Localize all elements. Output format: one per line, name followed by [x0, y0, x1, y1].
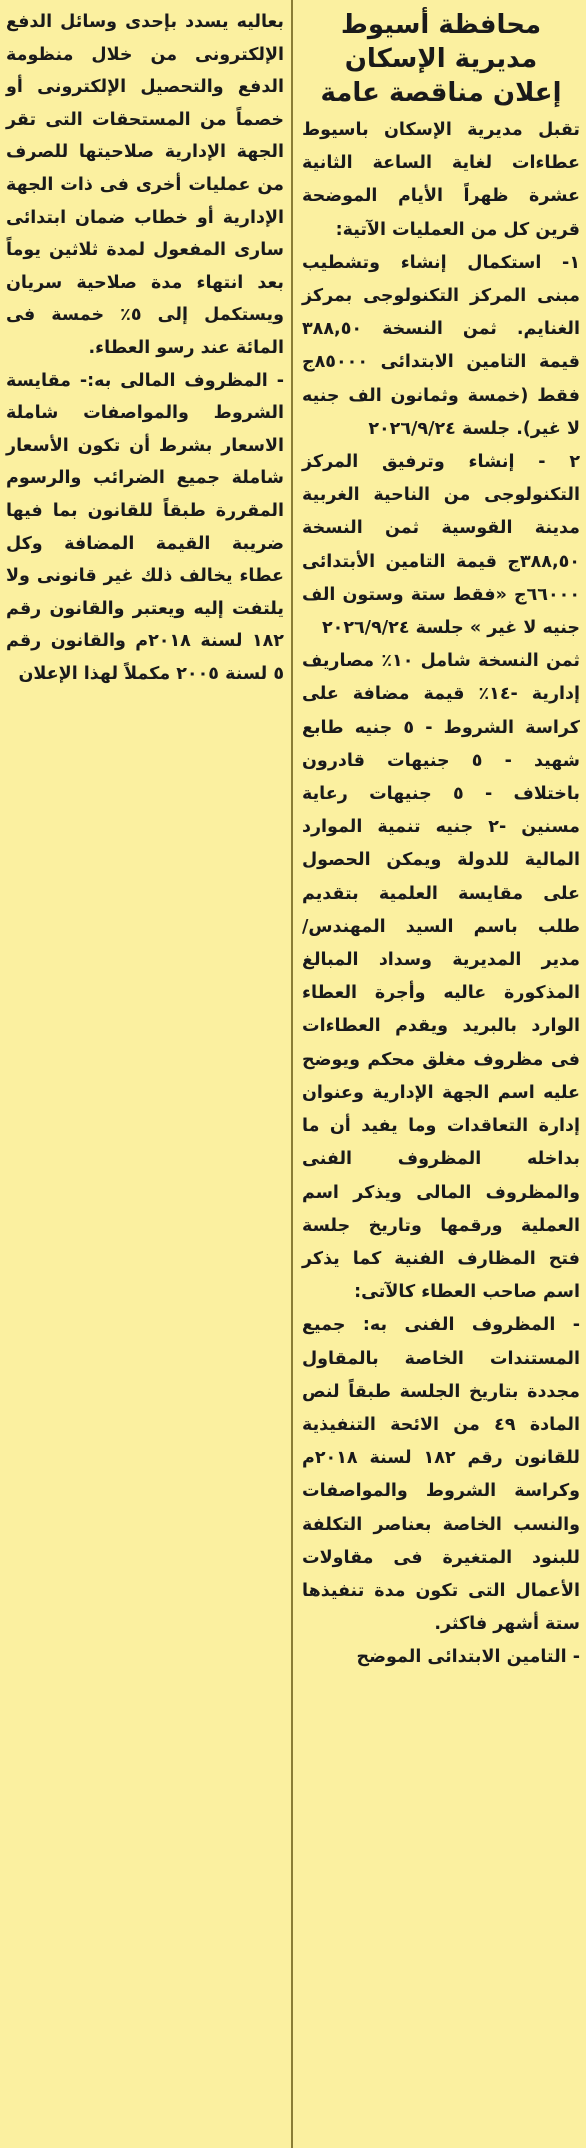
- right-column: [296, 0, 586, 2148]
- left-column: [0, 0, 290, 2148]
- project-2-paragraph: ٢ - إنشاء وترفيق المركز التكنولوجى من الناحية الغربية مدينة القوسية ثمن النسخة ٣٨٨,٥٠ج قيمة التامين الأبتدائى ٦٦٠٠٠ج «فقط ستة وستون الف جنيه لا غير » جلسة ٢٠٢٦/٩/٢٤: [302, 452, 580, 639]
- project-1-paragraph: ١- استكمال إنشاء وتشطيب مبنى المركز التكنولوجى بمركز الغنايم. ثمن النسخة ٣٨٨,٥٠ قيمة التامين الابتدائى ٨٥٠٠٠ج فقط (خمسة وثمانون الف جنيه لا غير). جلسة ٢٠٢٦/٩/٢٤: [302, 252, 580, 439]
- fees-paragraph: ثمن النسخة شامل ١٠٪ مصاريف إدارية -١٤٪ قيمة مضافة على كراسة الشروط - ٥ جنيه طابع شهيد - ٥ جنيهات قادرون باختلاف - ٥ جنيهات رعاية مسنين -٢ جنيه تنمية الموارد المالية للدولة ويمكن الحصول على مقايسة العلمية بتقديم طلب باسم السيد المهندس/ مدير المديرية وسداد المبالغ المذكورة عاليه وأجرة العطاء الوارد بالبريد ويقدم العطاءات فى مظروف مغلق محكم ويوضح عليه اسم الجهة الإدارية وعنوان إدارة التعاقدات وما يفيد أن ما بداخله المظروف الفنى والمظروف المالى ويذكر اسم العملية ورقمها وتاريخ جلسة فتح المظارف الفنية كما يذكر اسم صاحب العطاء كالآتى:: [302, 651, 581, 1303]
- column-divider: [291, 0, 293, 2148]
- technical-envelope-paragraph: - المظروف الفنى به: جميع المستندات الخاصة بالمقاول مجددة بتاريخ الجلسة طبقاً لنص المادة ٤٩ من الائحة التنفيذية للقانون رقم ١٨٢ لسنة ٢٠١٨م وكراسة الشروط والمواصفات والنسب الخاصة بعناصر التكلفة للبنود المتغيرة فى مقاولات الأعمال التى تكون مدة تنفيذها ستة أشهر فاكثر.: [302, 1315, 580, 1635]
- intro-paragraph: تقبل مديرية الإسكان باسيوط عطاءات لغاية الساعة الثانية عشرة ظهراً الأيام الموضحة قرين كل من العمليات الآتية:: [302, 120, 580, 240]
- directorate-heading: مديرية الإسكان: [344, 44, 538, 74]
- payment-paragraph: بعاليه يسدد بإحدى وسائل الدفع الإلكترونى من خلال منظومة الدفع والتحصيل الإلكترونى أو خصماً من المستحقات التى تقر الجهة الإدارية صلاحيتها للصرف من عمليات أخرى فى ذات الجهة الإدارية أو خطاب ضمان ابتدائى سارى المفعول لمدة ثلاثين يوماً بعد انتهاء مدة صلاحية سريان ويستكمل إلى ٥٪ خمسة فى المائة عند رسو العطاء.: [6, 12, 284, 358]
- financial-envelope-paragraph: - المظروف المالى به:- مقايسة الشروط والمواصفات شاملة الاسعار بشرط أن تكون الأسعار شاملة جميع الضرائب والرسوم المقررة طبقاً للقانون بما فيها ضريبة القيمة المضافة وكل عطاء يخالف ذلك غير قانونى ولا يلتفت إليه ويعتبر والقانون رقم ١٨٢ لسنة ٢٠١٨م والقانون رقم ٥ لسنة ٢٠٠٥ مكملاً لهذا الإعلان: [6, 370, 284, 684]
- announcement-heading: إعلان مناقصة عامة: [320, 78, 562, 108]
- deposit-paragraph: - التامين الابتدائى الموضح: [356, 1647, 580, 1668]
- governorate-heading: محافظة أسيوط: [340, 10, 542, 40]
